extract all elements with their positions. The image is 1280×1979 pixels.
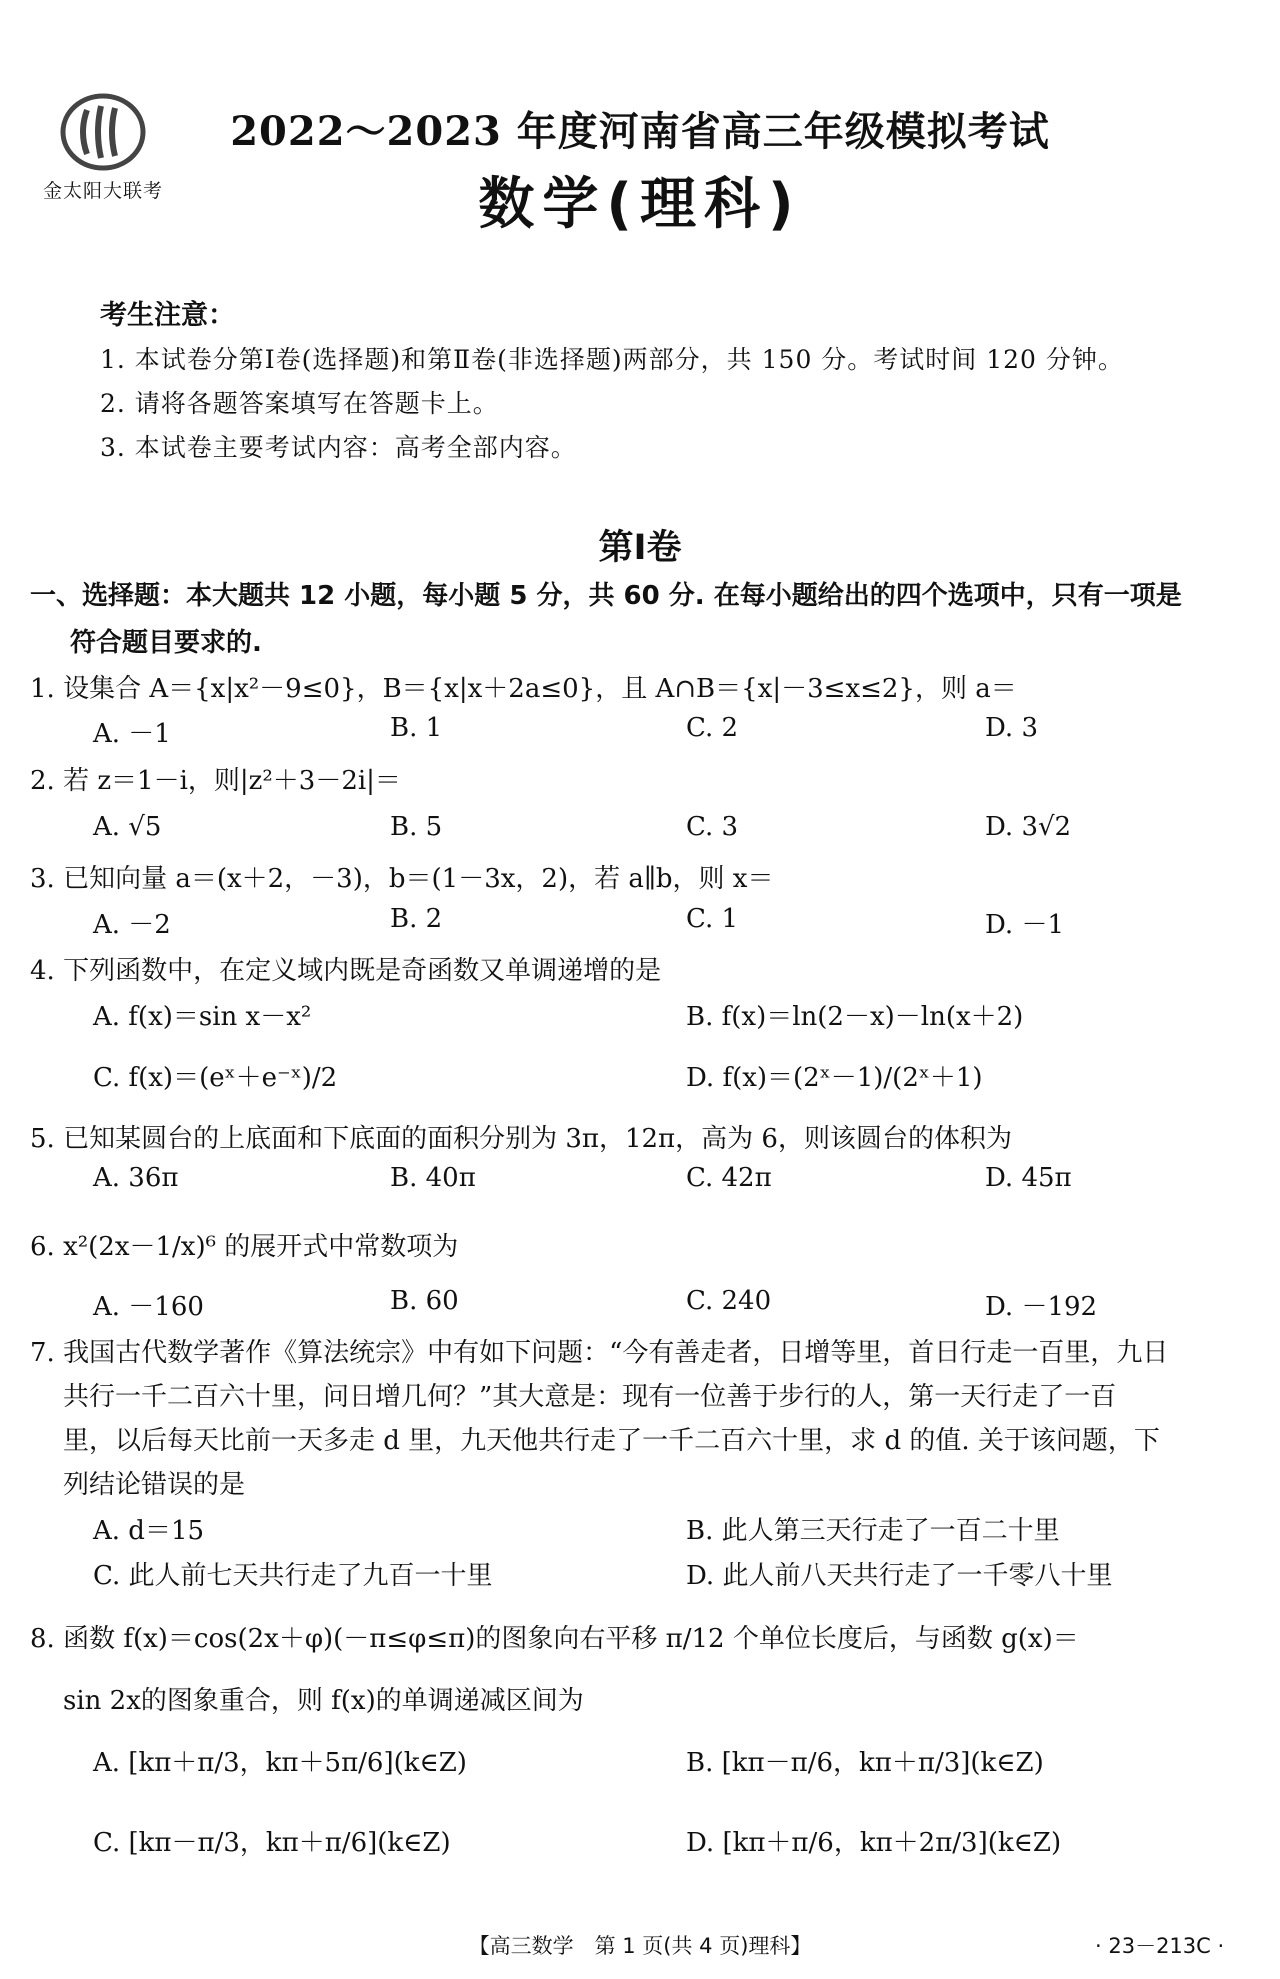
question-5-option-c: C. 42π <box>686 1163 772 1193</box>
question-5-option-d: D. 45π <box>985 1163 1072 1193</box>
question-4-option-d: D. f(x)＝(2ˣ－1)/(2ˣ＋1) <box>686 1063 983 1093</box>
question-2-option-c: C. 3 <box>686 812 739 842</box>
question-3-stem: 3. 已知向量 a＝(x＋2，－3)，b＝(1－3x，2)，若 a∥b，则 x＝ <box>30 864 774 894</box>
question-4-option-b: B. f(x)＝ln(2－x)－ln(x＋2) <box>686 1002 1024 1032</box>
question-2-option-d: D. 3√2 <box>985 812 1072 842</box>
section-title: 第Ⅰ卷 <box>598 528 682 568</box>
question-3-option-a: A. －2 <box>93 910 171 940</box>
logo-text: 金太阳大联考 <box>42 180 163 202</box>
question-7-option-a: A. d＝15 <box>93 1516 205 1546</box>
question-7-stem-line: 里，以后每天比前一天多走 d 里，九天他共行走了一千二百六十里，求 d 的值. 关于该问题，下 <box>63 1426 1160 1456</box>
question-3-option-b: B. 2 <box>390 904 443 934</box>
question-7-option-c: C. 此人前七天共行走了九百一十里 <box>93 1561 493 1591</box>
question-7-option-b: B. 此人第三天行走了一百二十里 <box>686 1516 1060 1546</box>
question-1-option-d: D. 3 <box>985 713 1038 743</box>
exam-title: 2022～2023 年度河南省高三年级模拟考试 <box>230 108 1050 155</box>
question-7-stem-line: 共行一千二百六十里，问日增几何？”其大意是：现有一位善于步行的人，第一天行走了一百 <box>63 1382 1117 1412</box>
question-7-stem: 7. 我国古代数学著作《算法统宗》中有如下问题：“今有善走者，日增等里，首日行走一百里，九日 <box>30 1338 1169 1368</box>
question-1-option-a: A. －1 <box>93 719 171 749</box>
question-5-stem: 5. 已知某圆台的上底面和下底面的面积分别为 3π，12π，高为 6，则该圆台的体积为 <box>30 1124 1012 1154</box>
question-3-option-c: C. 1 <box>686 904 739 934</box>
exam-subject: 数学(理科) <box>478 172 802 237</box>
question-6-option-a: A. －160 <box>93 1292 204 1322</box>
question-8-option-d: D. [kπ＋π/6，kπ＋2π/3](k∈Z) <box>686 1828 1062 1858</box>
question-6-option-b: B. 60 <box>390 1286 459 1316</box>
part-heading-cont: 符合题目要求的. <box>70 628 262 658</box>
question-8-stem-line: sin 2x的图象重合，则 f(x)的单调递减区间为 <box>63 1686 584 1716</box>
question-1-option-c: C. 2 <box>686 713 739 743</box>
question-8-option-c: C. [kπ－π/3，kπ＋π/6](k∈Z) <box>93 1828 451 1858</box>
question-6-option-c: C. 240 <box>686 1286 772 1316</box>
question-2-option-b: B. 5 <box>390 812 443 842</box>
notice-item: 1. 本试卷分第Ⅰ卷(选择题)和第Ⅱ卷(非选择题)两部分，共 150 分。考试时间 120 分钟。 <box>100 345 1124 374</box>
question-5-option-a: A. 36π <box>93 1163 179 1193</box>
notice-item: 2. 请将各题答案填写在答题卡上。 <box>100 389 499 418</box>
question-2-stem: 2. 若 z＝1－i，则|z²＋3－2i|＝ <box>30 766 401 796</box>
question-4-stem: 4. 下列函数中，在定义域内既是奇函数又单调递增的是 <box>30 956 662 986</box>
question-7-stem-line: 列结论错误的是 <box>63 1470 246 1500</box>
question-8-stem: 8. 函数 f(x)＝cos(2x＋φ)(－π≤φ≤π)的图象向右平移 π/12 个单位长度后，与函数 g(x)＝ <box>30 1624 1079 1654</box>
question-4-option-c: C. f(x)＝(eˣ＋e⁻ˣ)/2 <box>93 1063 338 1093</box>
question-3-option-d: D. －1 <box>985 910 1064 940</box>
question-4-option-a: A. f(x)＝sin x－x² <box>93 1002 312 1032</box>
notice-item: 3. 本试卷主要考试内容：高考全部内容。 <box>100 433 577 462</box>
part-heading: 一、选择题：本大题共 12 小题，每小题 5 分，共 60 分. 在每小题给出的四个选项中，只有一项是 <box>30 581 1182 611</box>
question-8-option-a: A. [kπ＋π/3，kπ＋5π/6](k∈Z) <box>93 1748 467 1778</box>
question-7-option-d: D. 此人前八天共行走了一千零八十里 <box>686 1561 1113 1591</box>
question-6-stem: 6. x²(2x－1/x)⁶ 的展开式中常数项为 <box>30 1232 459 1262</box>
question-6-option-d: D. －192 <box>985 1292 1098 1322</box>
question-5-option-b: B. 40π <box>390 1163 476 1193</box>
question-2-option-a: A. √5 <box>93 812 162 842</box>
question-8-option-b: B. [kπ－π/6，kπ＋π/3](k∈Z) <box>686 1748 1044 1778</box>
footer-page-info: 【高三数学 第 1 页(共 4 页)理科】 <box>468 1934 812 1958</box>
question-1-stem: 1. 设集合 A＝{x|x²－9≤0}，B＝{x|x＋2a≤0}，且 A∩B＝{x|－3≤x≤2}，则 a＝ <box>30 674 1017 704</box>
notice-title: 考生注意： <box>100 300 235 331</box>
footer-code: · 23－213C · <box>1095 1934 1225 1958</box>
question-1-option-b: B. 1 <box>390 713 443 743</box>
